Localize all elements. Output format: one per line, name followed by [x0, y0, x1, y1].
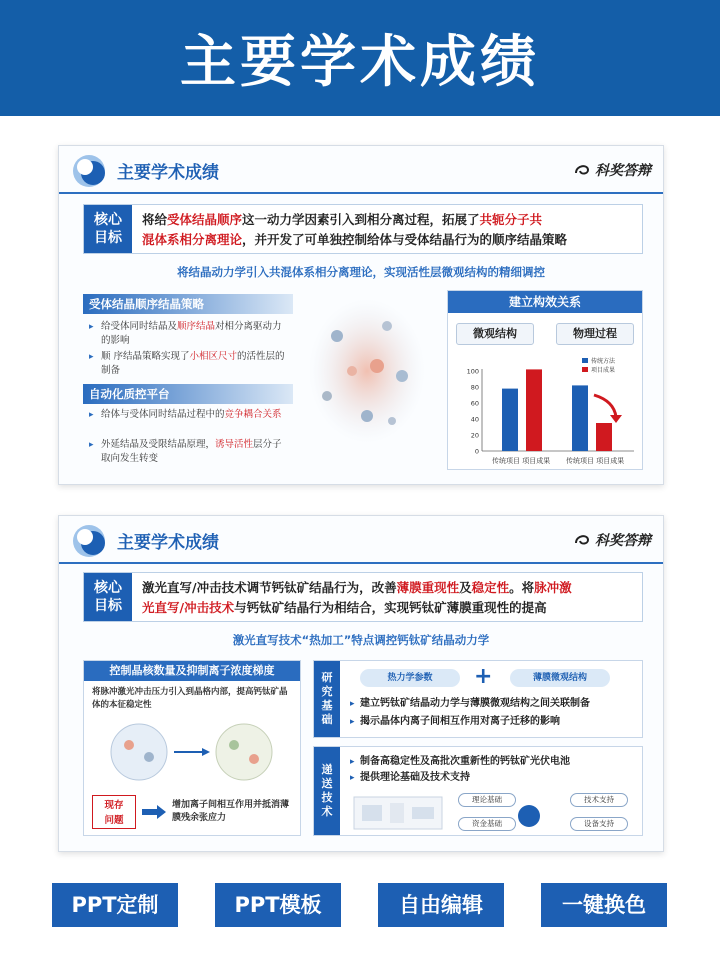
core-tag-line1: 核心: [94, 212, 122, 228]
highlight-run: 稳定性: [471, 580, 510, 595]
highlight-run: 诱导活性: [215, 439, 254, 450]
tab-microstructure[interactable]: 微观结构: [456, 323, 534, 345]
highlight-run: 混体系相分离理论: [142, 232, 243, 247]
y-tick-label: 0: [474, 447, 479, 456]
slide-title: 主要学术成绩: [117, 163, 219, 183]
pill-tech-support: 技术支持: [570, 793, 628, 807]
hub-icon: [518, 805, 540, 827]
x-axis-label-left: 传统项目 项目成果: [492, 457, 551, 465]
plus-icon: +: [474, 664, 493, 689]
bar-traditional-1: [572, 385, 588, 451]
arrow-head: [610, 415, 622, 423]
swirl-icon: [573, 161, 591, 179]
bullet-item: [89, 438, 289, 466]
core-goal-tag: [84, 205, 132, 253]
text-run: 的活性层的制备: [101, 351, 285, 376]
header-banner: [0, 0, 720, 116]
slide-subtitle: 激光直写技术“热加工”特点调控钙钛矿结晶动力学: [232, 633, 490, 647]
slide-preview-2[interactable]: [58, 515, 664, 852]
y-tick-label: 100: [466, 367, 479, 376]
bar-chart: [454, 351, 638, 467]
text-run: 外延结晶及受限结晶原理，: [101, 439, 216, 450]
research-basis-tag: [314, 661, 340, 737]
y-tick-label: 20: [470, 431, 479, 440]
core-tag-line1: 核心: [94, 580, 122, 596]
y-tick-label: 80: [470, 383, 479, 392]
highlight-run: 薄膜重现性: [396, 580, 460, 595]
core-goal-text: [132, 573, 642, 621]
highlight-run: 脉冲激: [534, 580, 572, 595]
tag-char: 术: [321, 805, 333, 818]
page-title: 主要学术成绩: [180, 30, 540, 95]
highlight-run: 竞争耦合关系: [224, 409, 282, 420]
core-goal-tag: [84, 573, 132, 621]
highlight-run: 小相区尺寸: [189, 351, 238, 362]
bullet-item: ▸ 揭示晶体内离子间相互作用对离子迁移的影响: [350, 715, 560, 729]
text-run: ，并开发了可单独控制给体与受体结晶行为的顺序结晶策略: [242, 232, 568, 247]
btn-one-click-recolor[interactable]: 一键换色: [541, 883, 667, 927]
tab-physical-process[interactable]: 物理过程: [556, 323, 634, 345]
pill-equipment-support: 设备支持: [570, 817, 628, 831]
issue-tag: [92, 795, 136, 829]
tag-char: 递: [321, 763, 333, 776]
bullet-item: ▸ 制备高稳定性及高批次重新性的钙钛矿光伏电池: [350, 755, 570, 769]
core-tag-line2: 目标: [94, 598, 122, 614]
brand-text: 科奖答辩: [595, 163, 651, 179]
bullet-item: [89, 320, 289, 348]
highlight-run: 共轭分子共: [479, 212, 543, 227]
bar-traditional-0: [502, 389, 518, 451]
text-run: 给体与受体同时结晶过程中的: [101, 409, 225, 420]
bullet-item: [89, 408, 289, 422]
text-run: 对相分离驱动力的影响: [101, 321, 282, 346]
nucleation-panel: [83, 660, 301, 836]
text-run: 将给: [142, 212, 168, 227]
bullet-item: ▸ 建立钙钛矿结晶动力学与薄膜微观结构之间关联制备: [350, 697, 590, 711]
issue-tag-line1: 现存: [104, 800, 124, 811]
panel-title: 控制晶核数量及抑制离子浓度梯度: [84, 661, 300, 681]
panel-title: 建立构效关系: [448, 291, 642, 313]
brand-text: 科奖答辩: [595, 533, 651, 549]
tag-char: 基: [321, 699, 333, 712]
section-title-platform: 自动化质控平台: [83, 384, 293, 404]
tag-char: 技: [321, 791, 333, 804]
support-diagram: [350, 791, 638, 833]
btn-ppt-template[interactable]: PPT模板: [215, 883, 341, 927]
issue-tag-line2: 问题: [104, 815, 124, 826]
legend-swatch: [582, 358, 588, 363]
slide-title: 主要学术成绩: [117, 533, 219, 553]
delivery-tech-tag: [314, 747, 340, 835]
molecule-network-image: [307, 296, 427, 446]
x-axis-label-right: 传统项目 项目成果: [566, 457, 625, 465]
logo-icon: [71, 153, 107, 189]
panel-description: 将脉冲激光冲击压力引入到晶格内部，提高钙钛矿晶体的本征稳定性: [92, 687, 288, 710]
text-run: 激光直写/冲击技术调节钙钛矿结晶行为，改善: [142, 580, 397, 595]
pill-theory-basis: 理论基础: [458, 793, 516, 807]
slide-preview-1[interactable]: [58, 145, 664, 485]
y-tick-label: 40: [470, 415, 479, 424]
bar-project-0: [526, 369, 542, 451]
core-goal-box: [83, 572, 643, 622]
arrow-right-icon: [142, 805, 166, 819]
bullet-item: [89, 350, 289, 378]
tag-char: 研: [321, 671, 333, 684]
text-run: 顺 序结晶策略实现了: [101, 351, 190, 362]
slide-subtitle: 将结晶动力学引入共混体系相分离理论，实现活性层微观结构的精细调控: [177, 265, 545, 279]
btn-free-edit[interactable]: 自由编辑: [378, 883, 504, 927]
brand-label: [573, 530, 651, 550]
highlight-run: 受体结晶顺序: [167, 212, 243, 227]
logo-icon: [71, 523, 107, 559]
crystal-process-image: [94, 717, 292, 787]
core-goal-box: [83, 204, 643, 254]
slide-header: [59, 146, 663, 194]
text-run: 层分子取向发生转变: [101, 439, 282, 464]
research-basis-box: [313, 660, 643, 738]
decline-arrow: [594, 395, 616, 417]
y-tick-label: 60: [470, 399, 479, 408]
legend-label: 传统方法: [591, 358, 616, 365]
text-run: 给受体同时结晶及: [101, 321, 178, 332]
brand-label: [573, 160, 651, 180]
bullet-item: ▸ 提供理论基础及技术支持: [350, 771, 470, 785]
text-run: 及: [459, 580, 472, 595]
text-run: 。将: [509, 580, 535, 595]
btn-ppt-custom[interactable]: PPT定制: [52, 883, 178, 927]
highlight-run: 光直写/冲击技术: [142, 600, 235, 615]
slide-header: [59, 516, 663, 564]
highlight-run: 顺序结晶: [177, 321, 216, 332]
pill-thermo-params: 热力学参数: [360, 669, 460, 687]
pill-film-structure: 薄膜微观结构: [510, 669, 610, 687]
pill-funding-basis: 资金基础: [458, 817, 516, 831]
text-run: 与钙钛矿结晶行为相结合，实现钙钛矿薄膜重现性的提高: [234, 600, 547, 615]
text-run: 这一动力学因素引入到相分离过程，拓展了: [242, 212, 480, 227]
tag-char: 础: [321, 713, 333, 726]
lab-equipment-image: [350, 791, 450, 833]
core-goal-text: [132, 205, 642, 253]
tag-char: 送: [321, 777, 333, 790]
structure-property-panel: [447, 290, 643, 470]
section-title-sequential: 受体结晶顺序结晶策略: [83, 294, 293, 314]
core-tag-line2: 目标: [94, 230, 122, 246]
delivery-tech-box: [313, 746, 643, 836]
tag-char: 究: [321, 685, 333, 698]
bar-project-1: [596, 423, 612, 451]
legend-label: 项目成果: [591, 367, 616, 374]
swirl-icon: [573, 531, 591, 549]
issue-description: 增加离子间相互作用并抵消薄膜残余张应力: [172, 800, 290, 823]
legend-swatch: [582, 367, 588, 372]
